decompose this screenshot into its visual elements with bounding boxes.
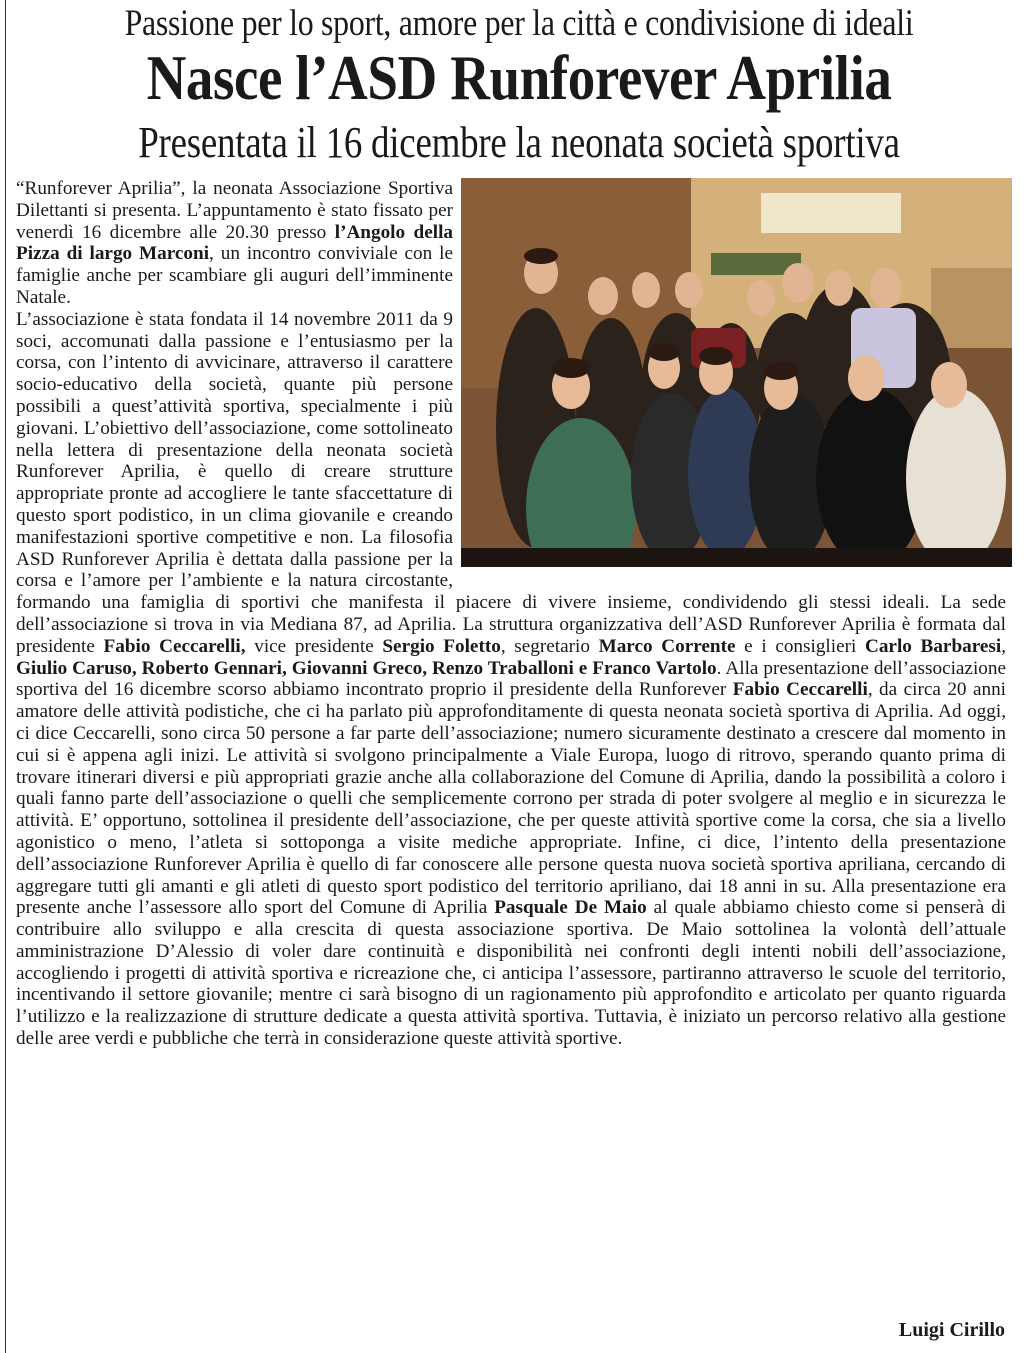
vice-president-name: Sergio Foletto xyxy=(382,635,501,657)
main-text-7: , da circa 20 anni amatore delle attività podistiche, che ci ha parlato più approfonditamente di questa neonata società sportiva di Aprilia. Ad oggi, ci dice Ceccarelli, sono circa 50 persone a far parte dell’associazione; numero sicuramente destinato a crescere dal momento in cui si è appena agli inizi. Le attività si svolgono principalmente a Viale Europa, luogo di ritrovo, sperando quanto prima di trovare itinerari diversi e più appropriati grazie anche alla collaborazione del Comune di Aprilia, dando la possibilità a coloro i quali fanno parte dell’associazione o quelli che semplicemente corrono per strada di poter svolgere al meglio e in sicurezza le attività. E’ opportuno, sottolinea il presidente dell’associazione, che per queste attività sportive come la corsa, che sia a livello agonistico o meno, l’atleta si sottoponga a visite mediche appropriate. Infine, ci dice, l’intento della presentazione dell’associazione Runforever Aprilia è quello di far conoscere alle persone questa nuova società sportiva apriliana, cercando di aggregare tutti gli amanti e gli atleti di questo sport podistico del territorio apriliano, dai 18 anni in su. Alla presentazione era presente anche l’assessore allo sport del Comune di Aprilia xyxy=(16,679,1007,919)
main-text-1: L’associazione è stata fondata il 14 novembre 2011 da 9 soci, accomunati dalla passione e l’entusiasmo per la corsa, con l’intento di avvicinare, attraverso il carattere socio-educativo della società, quante più persone possibili a quest’attività sportiva, specialmente i più giovani. L’obiettivo dell’associazione, come sottolineato nella lettera di presentazione della neonata società Runforever Aprilia, è quello di creare strutture appropriate pronte ad accogliere le tante sfaccettature di questo sport podistico, in un clima giovanile e creando manifestazioni sportive competitive e non. La filosofia ASD Runforever Aprilia è dettata dalla passione per la corsa e l’amore per l’ambiente e la natura circostante, formando una famiglia di sportivi che manifesta il piacere di vivere insieme, condividendo gli stessi ideali. La sede dell’associazione si trova in via Mediana 87, ad Aprilia. La struttura organizzativa dell’ASD Runforever Aprilia è formata dal presidente xyxy=(16,308,1006,657)
main-text-8: al quale abbiamo chiesto come si penserà di contribuire allo sviluppo e alla crescita di questa associazione sportiva. De Maio sottolinea la volontà dell’attuale amministrazione D’Alessio di voler dare continuità e disponibilità nei confronti degli intenti nobili dell’associazione, accogliendo i progetti di attività sportiva e ricreazione che, ci anticipa l’assessore, partiranno attraverso le scuole del territorio, incentivando il settore giovanile; mentre ci sarà bisogno di un ragionamento più approfondito e articolato per quanto riguarda l’utilizzo e la realizzazione di strutture dedicate a questa attività sportiva. Tuttavia, è iniziato un percorso relativo alla gestione delle aree verdi e pubbliche che terrà in considerazione queste attività sportive. xyxy=(16,897,1007,1050)
article-body xyxy=(16,178,1006,1050)
main-text-2: vice presidente xyxy=(245,635,383,657)
venue-name: l’Angolo della Pizza di largo Marconi xyxy=(16,221,453,265)
group-photo-illustration xyxy=(461,178,1012,567)
article-byline: Luigi Cirillo xyxy=(898,1319,1005,1341)
main-text-3: , segretario xyxy=(500,635,599,657)
article-kicker: Passione per lo sport, amore per la città e condivisione di ideali xyxy=(124,3,914,44)
column-rule xyxy=(5,0,6,1353)
assessor-name: Pasquale De Maio xyxy=(494,897,647,919)
councillors-names: Giulio Caruso, Roberto Gennari, Giovanni Greco, Renzo Traballoni e Franco Vartolo xyxy=(16,657,717,679)
main-text-6: . Alla presentazione dell’associazione sportiva del 16 dicembre scorso abbiamo incontrato proprio il presidente della Runforever xyxy=(16,657,1006,701)
article-headline: Nasce l’ASD Runforever Aprilia xyxy=(146,42,892,113)
group-photo xyxy=(461,178,1012,567)
president-name: Fabio Ceccarelli, xyxy=(103,635,246,657)
intro-text-2: , un incontro conviviale con le famiglie anche per scambiare gli auguri dell’imminente Natale. xyxy=(16,243,453,308)
main-text-4: e i consiglieri xyxy=(735,635,865,657)
main-text-5: , xyxy=(1001,635,1006,657)
secretary-name: Marco Corrente xyxy=(598,635,736,657)
article-subhead: Presentata il 16 dicembre la neonata società sportiva xyxy=(138,118,900,167)
intro-text-1: “Runforever Aprilia”, la neonata Associazione Sportiva Dilettanti si presenta. L’appuntamento è stato fissato per venerdì 16 dicembre alle 20.30 presso xyxy=(16,178,453,243)
councillor-name: Carlo Barbaresi xyxy=(864,635,1002,657)
president-name-2: Fabio Ceccarelli xyxy=(732,679,868,701)
